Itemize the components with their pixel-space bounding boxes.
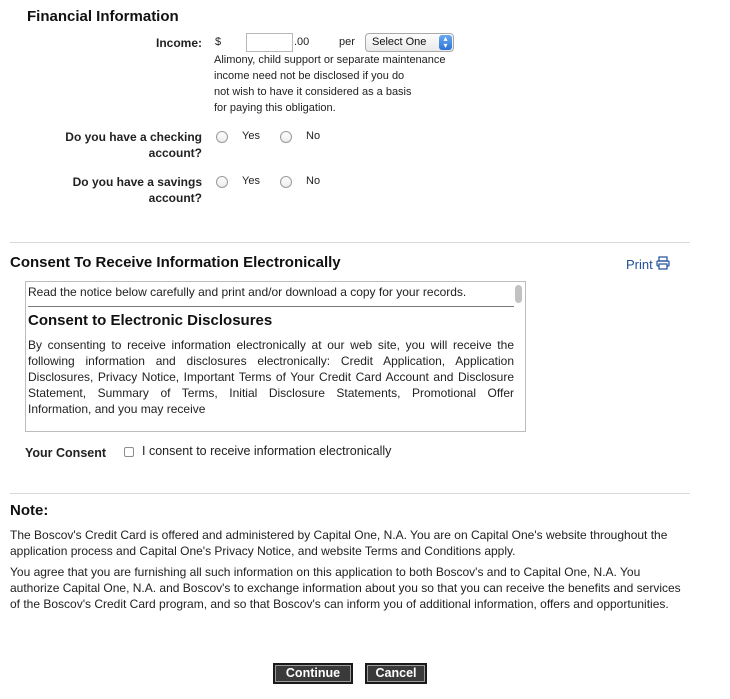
income-period-value: Select One	[372, 36, 427, 48]
notice-divider	[28, 306, 514, 307]
income-disclaimer-line3: not wish to have it considered as a basis	[214, 86, 412, 98]
income-disclaimer-line1: Alimony, child support or separate maintenance	[214, 54, 446, 66]
savings-label-line1: Do you have a savings	[72, 175, 202, 189]
notice-heading: Consent to Electronic Disclosures	[28, 312, 273, 329]
savings-yes-label: Yes	[242, 175, 260, 187]
checking-no-label: No	[306, 130, 321, 142]
income-disclaimer-line2: income need not be disclosed if you do	[214, 70, 405, 82]
notice-body: By consenting to receive information electronically at our web site, you will receive the following information and disclosures electronically: Credit Application, Application Disclosures, Privacy Notice, Important Terms of Your Credit Card Account and Disclosure Statement, Summary of Terms, Initial Disclosure Statements, Promotional Offer Information, and you may receive	[28, 338, 514, 416]
consent-title: Consent To Receive Information Electronically	[10, 254, 341, 271]
checking-account-label	[40, 129, 202, 161]
checking-no-radio[interactable]	[280, 131, 292, 143]
consent-checkbox-label: I consent to receive information electronically	[142, 444, 392, 458]
continue-button[interactable]: Continue	[273, 663, 353, 684]
checking-label-line2: account?	[148, 146, 202, 160]
income-label: Income:	[155, 36, 202, 50]
savings-account-label	[40, 174, 202, 206]
note-divider	[10, 493, 690, 494]
income-period-select[interactable]	[365, 33, 454, 52]
notice-intro: Read the notice below carefully and print and/or download a copy for your records.	[28, 285, 467, 299]
printer-icon	[656, 256, 670, 270]
checking-yes-label: Yes	[242, 130, 260, 142]
consent-checkbox[interactable]	[124, 447, 134, 457]
notice-scrollbar[interactable]	[515, 285, 522, 303]
checking-label-line1: Do you have a checking	[65, 130, 202, 144]
income-disclaimer-line4: for paying this obligation.	[214, 102, 336, 114]
currency-symbol: $	[215, 36, 222, 48]
savings-no-radio[interactable]	[280, 176, 292, 188]
note-paragraph-2: You agree that you are furnishing all such information on this application to both Boscov's and to Capital One, N.A. You authorize Capital One, N.A. and Boscov's to exchange information about you so that you can receive the benefits and services of the Boscov's Credit Card program, and so that Boscov's can inform you of additional information, offers and opportunities.	[10, 565, 681, 611]
financial-information-title: Financial Information	[27, 8, 179, 25]
consent-notice-content	[28, 284, 514, 417]
note-paragraph-1: The Boscov's Credit Card is offered and administered by Capital One, N.A. You are on Capital One's website throughout the application process and Capital One's Privacy Notice, and website Terms and Conditions apply.	[10, 528, 668, 558]
your-consent-label: Your Consent	[25, 446, 107, 460]
savings-yes-radio[interactable]	[216, 176, 228, 188]
checking-yes-radio[interactable]	[216, 131, 228, 143]
income-cents: .00	[294, 36, 310, 48]
per-label: per	[339, 36, 355, 48]
print-link-label: Print	[626, 257, 653, 272]
select-arrows-icon: ▴ ▾	[439, 35, 452, 50]
section-divider	[10, 242, 690, 243]
savings-label-line2: account?	[148, 191, 202, 205]
savings-no-label: No	[306, 175, 321, 187]
consent-notice-box[interactable]	[25, 281, 526, 432]
note-title: Note:	[10, 502, 49, 519]
print-link[interactable]	[626, 256, 670, 272]
income-amount-input[interactable]	[246, 33, 293, 52]
cancel-button[interactable]: Cancel	[365, 663, 427, 684]
